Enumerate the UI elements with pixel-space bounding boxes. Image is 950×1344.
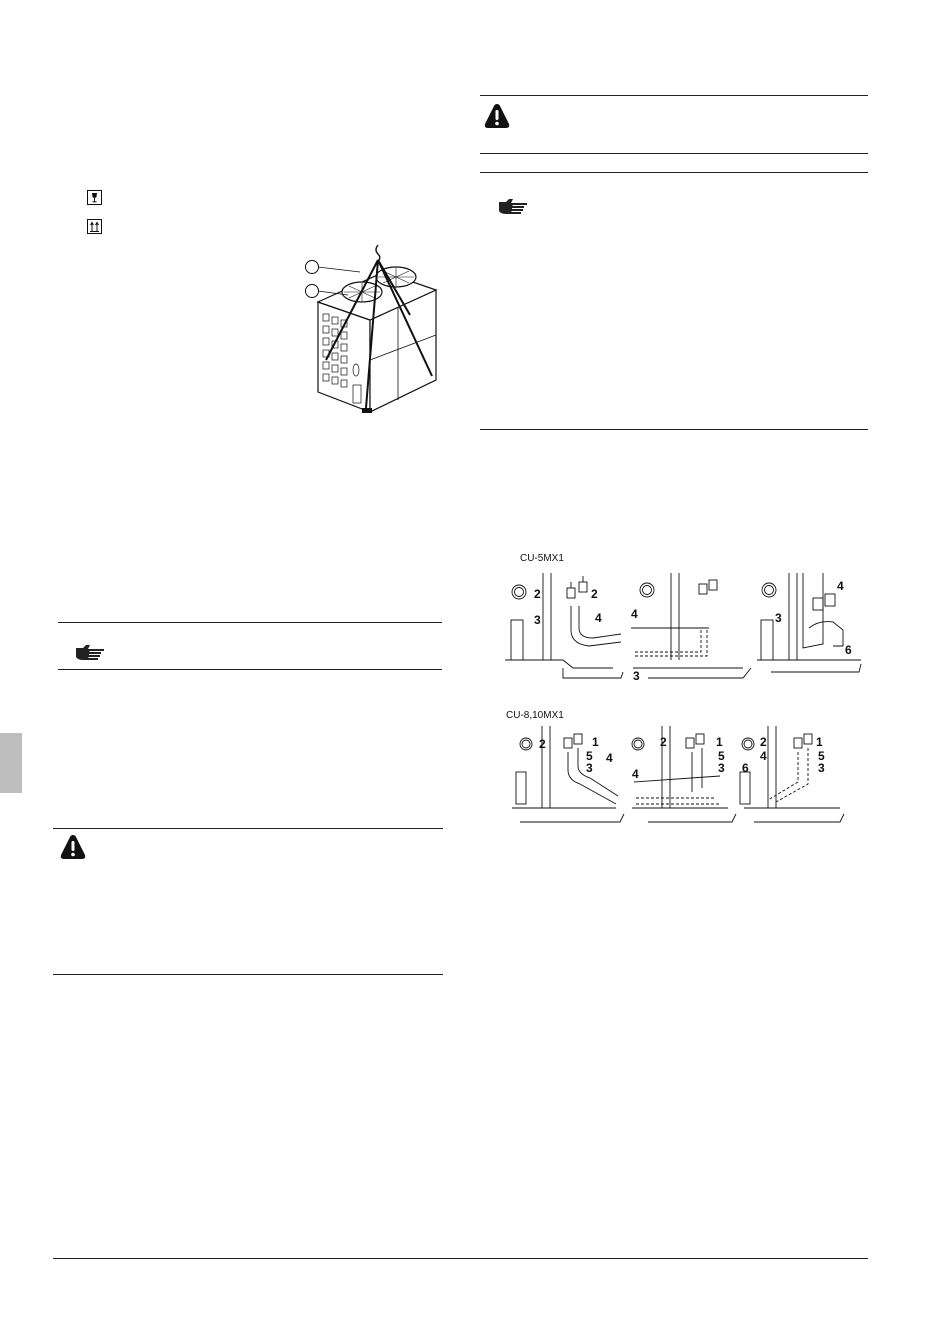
callout-label: 4: [837, 579, 844, 593]
callout-label: 2: [534, 587, 541, 601]
callout-label: 4: [632, 767, 639, 781]
warning-triangle-icon: [59, 833, 87, 861]
callout-label: 3: [718, 761, 725, 775]
callout-label: 2: [760, 735, 767, 749]
figure-caption: CU-8,10MX1: [506, 710, 564, 721]
callout-label: 4: [631, 607, 638, 621]
this-way-up-arrows-icon: [87, 219, 102, 234]
piping-figure-row-1: [503, 568, 863, 688]
callout-label: 6: [742, 761, 749, 775]
callout-label: 2: [539, 737, 546, 751]
callout-label: 5: [586, 749, 593, 763]
figure-caption: CU-5MX1: [520, 553, 564, 564]
warning-rule-bottom: [480, 153, 868, 154]
note-rule-top: [58, 622, 442, 623]
warning-rule-top: [480, 95, 868, 96]
warning-rule-top: [53, 828, 443, 829]
callout-label: 4: [760, 749, 767, 763]
note-rule-top: [480, 172, 868, 173]
callout-label: 5: [818, 749, 825, 763]
note-rule-bottom: [58, 669, 442, 670]
callout-label: 1: [716, 735, 723, 749]
callout-label: 3: [775, 611, 782, 625]
callout-label: 5: [718, 749, 725, 763]
warning-rule-bottom: [53, 974, 443, 975]
callout-label: 2: [660, 735, 667, 749]
piping-figure-row-2: [506, 722, 846, 834]
callout-label: 6: [845, 643, 852, 657]
callout-label: 4: [606, 751, 613, 765]
callout-label: 3: [534, 613, 541, 627]
lifting-figure: [298, 240, 448, 420]
callout-label: 2: [591, 587, 598, 601]
warning-triangle-icon: [483, 102, 511, 130]
fragile-glass-icon: [87, 190, 102, 205]
callout-label: 1: [592, 735, 599, 749]
callout-label: 3: [818, 761, 825, 775]
note-rule-bottom: [480, 429, 868, 430]
callout-label: 1: [816, 735, 823, 749]
section-side-tab: [0, 733, 22, 793]
callout-label: 3: [586, 761, 593, 775]
pointing-hand-note-icon: [497, 197, 531, 217]
pointing-hand-note-icon: [74, 643, 108, 663]
callout-label: 4: [595, 611, 602, 625]
footer-rule: [53, 1258, 868, 1259]
callout-label: 3: [633, 669, 640, 683]
